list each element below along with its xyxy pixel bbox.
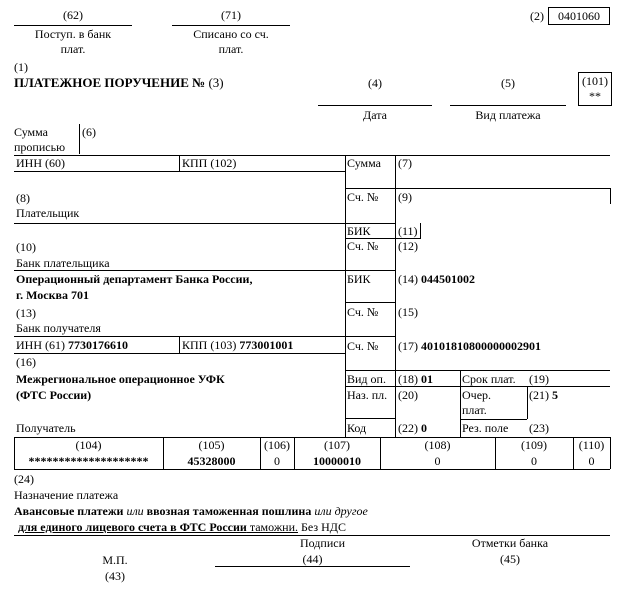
date-line xyxy=(318,105,432,106)
purpose-line-2-a: для единого лицевого счета в ФТС России xyxy=(18,520,247,534)
field-105-value: 45328000 xyxy=(187,454,236,468)
ocher xyxy=(529,388,558,402)
payer-bank-bik-label: БИК xyxy=(347,224,371,238)
tax-row-right xyxy=(610,437,611,469)
field-62-label-1: Поступ. в банк xyxy=(34,27,112,41)
payee-name-1: Межрегиональное операционное УФК xyxy=(16,372,225,386)
purpose-line-1-b: или xyxy=(126,504,144,518)
row-line-account-bottom xyxy=(345,370,610,371)
naz-label: Наз. пл. xyxy=(347,388,388,402)
field-106-value: 0 xyxy=(274,454,280,468)
payer-inn-kpp-divider xyxy=(179,155,180,171)
row-line-payee-bank-bottom xyxy=(14,336,395,337)
ocher-label-1: Очер. xyxy=(462,388,492,402)
field-104-value: ******************** xyxy=(28,454,149,468)
row-line-vid-op-bottom xyxy=(345,386,610,387)
field-44-code: (44) xyxy=(302,552,323,566)
field-10-code: (10) xyxy=(16,240,36,254)
payee-bank-bik xyxy=(398,272,475,286)
field-18-code: (18) xyxy=(398,372,418,386)
field-6-code: (6) xyxy=(82,125,96,139)
main-vertical-2 xyxy=(395,155,396,437)
field-101-code: (101) xyxy=(582,74,608,88)
payee-account-value: 40101810800000002901 xyxy=(421,339,541,353)
field-110-value: 0 xyxy=(588,454,595,468)
field-24-code: (24) xyxy=(14,472,34,486)
field-108-code: (108) xyxy=(424,438,451,452)
field-43-code: (43) xyxy=(105,569,125,583)
payment-type-line xyxy=(450,105,566,106)
payee-account-label: Сч. № xyxy=(347,339,379,353)
summa-right-edge xyxy=(610,188,611,204)
payee-name-2: (ФТС России) xyxy=(16,388,92,402)
row-line-inn xyxy=(14,155,610,156)
field-71-code: (71) xyxy=(221,8,241,22)
payee-inn-label: ИНН (61) xyxy=(16,338,65,352)
purpose-label: Назначение платежа xyxy=(14,488,119,502)
field-106-code: (106) xyxy=(264,438,290,452)
field-107-code: (107) xyxy=(324,438,350,452)
payee-label: Получатель xyxy=(16,421,76,435)
vid-op-value: 01 xyxy=(421,372,433,386)
date-label: Дата xyxy=(363,108,387,122)
row-line-summa-bottom xyxy=(345,188,610,189)
rez-label: Рез. поле xyxy=(462,421,509,435)
payee-bank-label: Банк получателя xyxy=(16,321,101,335)
signatures-label: Подписи xyxy=(299,536,346,550)
field-7-code: (7) xyxy=(398,156,412,170)
field-71-line xyxy=(172,25,290,26)
field-109-code: (109) xyxy=(521,438,547,452)
purpose-line-2 xyxy=(18,520,346,534)
field-21-code: (21) xyxy=(529,388,549,402)
field-17-code: (17) xyxy=(398,339,418,353)
payer-label: Плательщик xyxy=(16,206,80,220)
field-12-code: (12) xyxy=(398,239,418,253)
purpose-line-2-b: таможни. xyxy=(246,520,298,534)
purpose-line-1-a: Авансовые платежи xyxy=(14,504,127,518)
field-62-line xyxy=(14,25,132,26)
payee-account xyxy=(398,339,541,353)
srok-label: Срок плат. xyxy=(462,372,516,386)
field-8-code: (8) xyxy=(16,191,30,205)
field-22-code: (22) xyxy=(398,421,418,435)
row-line-payer-bottom xyxy=(14,223,395,224)
amount-words-divider xyxy=(79,124,80,154)
payee-bank-name-1: Операционный департамент Банка России, xyxy=(16,272,253,286)
ocher-cell-right xyxy=(527,386,528,419)
payer-bank-label: Банк плательщика xyxy=(16,256,110,270)
payer-bank-account-label: Сч. № xyxy=(347,239,379,253)
payee-kpp-value: 773001001 xyxy=(239,338,294,352)
field-108-value: 0 xyxy=(434,454,441,468)
stamp-label: М.П. xyxy=(102,553,128,567)
row-line-ocher-bottom xyxy=(460,419,527,420)
field-71-label-1: Списано со сч. xyxy=(193,27,269,41)
field-110-code: (110) xyxy=(578,438,605,452)
tax-row-bottom xyxy=(14,469,610,470)
field-15-code: (15) xyxy=(398,305,418,319)
payer-kpp-label: КПП (102) xyxy=(182,156,237,170)
vid-op-label: Вид оп. xyxy=(347,372,386,386)
amount-words-label-1: Сумма xyxy=(14,125,48,139)
summa-label: Сумма xyxy=(347,156,381,170)
field-5-code: (5) xyxy=(501,76,515,90)
field-4-code: (4) xyxy=(368,76,382,90)
ocher-label-2: плат. xyxy=(462,403,487,417)
row-line-payer-inn-bottom xyxy=(14,171,345,172)
field-1-code: (1) xyxy=(14,60,28,74)
signature-line xyxy=(215,566,410,567)
field-14-code: (14) xyxy=(398,272,418,286)
field-109-value: 0 xyxy=(531,454,537,468)
field-104-code: (104) xyxy=(75,438,102,452)
field-2-code: (2) xyxy=(530,9,544,23)
row-line-payer-bank-bottom xyxy=(14,270,395,271)
payee-inn-value: 7730176610 xyxy=(68,338,128,352)
kod-value: 0 xyxy=(421,421,427,435)
row-line-bik-payee-bottom xyxy=(345,302,395,303)
purpose-line-2-c: Без НДС xyxy=(298,520,346,534)
payee-bank-name-2: г. Москва 701 xyxy=(16,288,89,302)
field-62-label-2: плат. xyxy=(60,42,86,56)
form-code: 0401060 xyxy=(558,9,600,23)
field-71-label-2: плат. xyxy=(218,42,244,56)
field-19-code: (19) xyxy=(529,372,549,386)
main-vertical-1 xyxy=(345,155,346,437)
ocher-value: 5 xyxy=(552,388,558,402)
amount-words-label-2: прописью xyxy=(14,140,66,154)
field-9-code: (9) xyxy=(398,190,412,204)
kod-label: Код xyxy=(347,421,367,435)
field-107-value: 10000010 xyxy=(313,454,361,468)
field-20-code: (20) xyxy=(398,388,418,402)
page-title-text: ПЛАТЕЖНОЕ ПОРУЧЕНИЕ № xyxy=(14,75,206,90)
payee-inn xyxy=(16,338,128,352)
bik-cell-right xyxy=(420,223,421,238)
row-line-naz-bottom xyxy=(345,418,395,419)
payee-bank-account-label: Сч. № xyxy=(347,305,379,319)
field-13-code: (13) xyxy=(16,306,36,320)
payee-kpp xyxy=(182,338,293,352)
payer-inn-label: ИНН (60) xyxy=(16,156,65,170)
payee-bank-bik-value: 044501002 xyxy=(421,272,475,286)
field-105-code: (105) xyxy=(198,438,225,452)
field-11-code: (11) xyxy=(398,224,418,238)
field-101-value: ** xyxy=(589,89,601,103)
purpose-line-1-d: или другое xyxy=(314,504,368,518)
payee-inn-kpp-divider xyxy=(179,336,180,353)
vid-op xyxy=(398,372,433,386)
page-title xyxy=(14,76,224,90)
payee-bank-bik-label: БИК xyxy=(347,272,371,286)
field-16-code: (16) xyxy=(16,355,36,369)
field-45-code: (45) xyxy=(500,552,520,566)
bank-marks-label: Отметки банка xyxy=(471,536,549,550)
payee-kpp-label: КПП (103) xyxy=(182,338,237,352)
payment-type-label: Вид платежа xyxy=(475,108,541,122)
purpose-line-1 xyxy=(14,504,368,518)
field-3-code: (3) xyxy=(208,75,224,90)
row-line-payee-inn-bottom xyxy=(14,353,345,354)
field-62-code: (62) xyxy=(63,8,83,22)
field-23-code: (23) xyxy=(529,421,549,435)
kod xyxy=(398,421,427,435)
right-block-divider xyxy=(460,370,461,437)
purpose-line-1-c: ввозная таможенная пошлина xyxy=(143,504,315,518)
payer-account-label: Сч. № xyxy=(347,190,379,204)
